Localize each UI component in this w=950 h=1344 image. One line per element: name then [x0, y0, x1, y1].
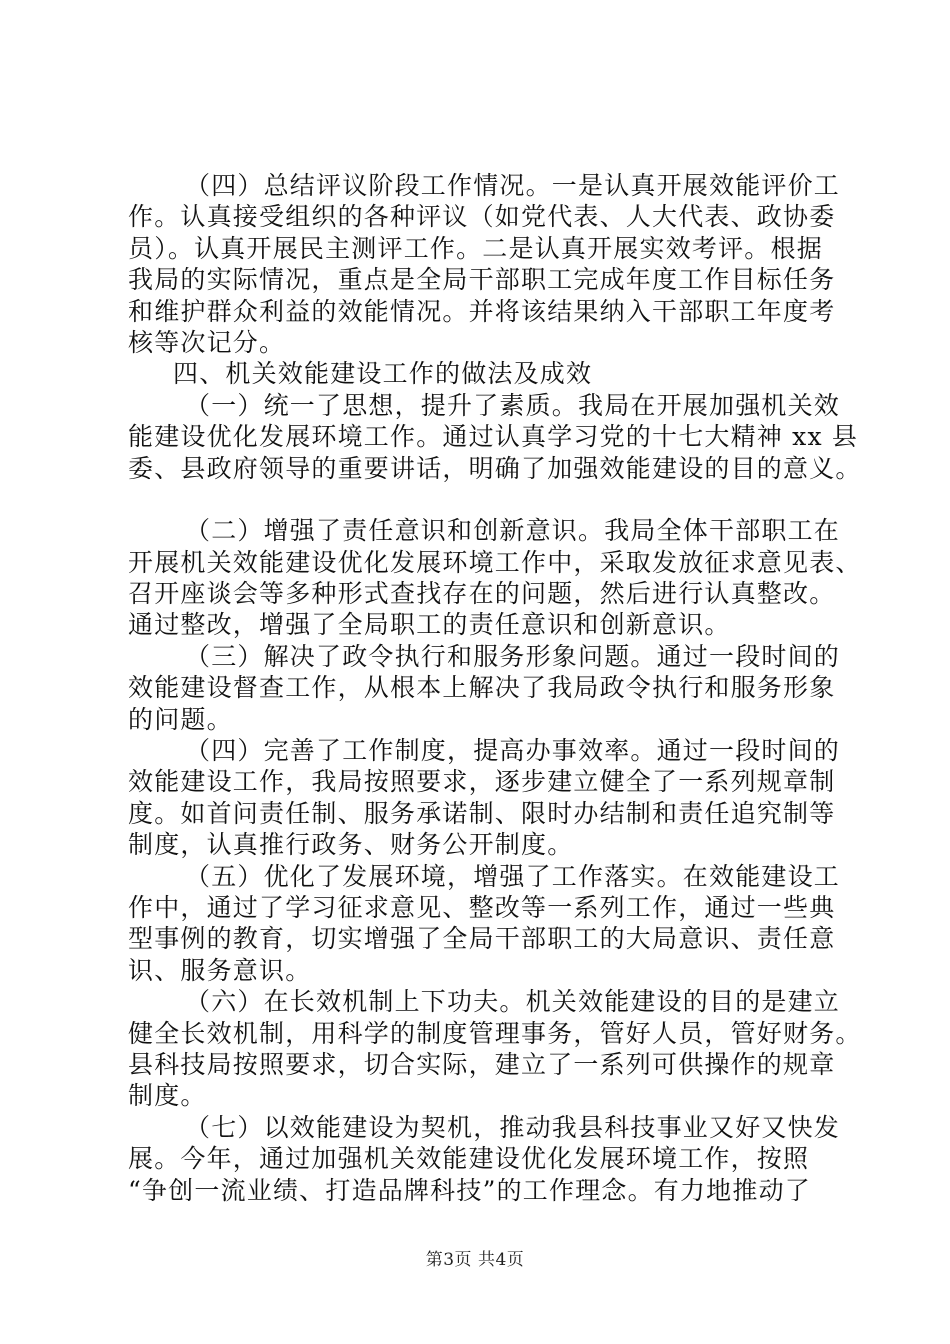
- paragraph-line: 识、服务意识。: [128, 955, 312, 985]
- paragraph-line: 开展机关效能建设优化发展环境工作中，采取发放征求意见表、: [128, 547, 862, 577]
- paragraph-line: 核等次记分。: [128, 327, 286, 357]
- document-body: [128, 170, 862, 1206]
- paragraph-line: （五）优化了发展环境，增强了工作落实。在效能建设工: [185, 861, 841, 891]
- page-number-label: 第3页 共4页: [425, 1250, 525, 1270]
- section-heading: 四、机关效能建设工作的做法及成效: [173, 359, 593, 389]
- paragraph-line: 型事例的教育，切实增强了全局干部职工的大局意识、责任意: [128, 924, 836, 954]
- paragraph-line: 委、县政府领导的重要讲话，明确了加强效能建设的目的意义。: [128, 453, 862, 483]
- page-footer: [0, 1245, 950, 1270]
- paragraph-line: （六）在长效机制上下功夫。机关效能建设的目的是建立: [185, 987, 841, 1017]
- paragraph-line: 制度。: [128, 1081, 207, 1111]
- paragraph-line: 效能建设工作，我局按照要求，逐步建立健全了一系列规章制: [128, 767, 836, 797]
- paragraph-line: 员）。认真开展民主测评工作。二是认真开展实效考评。根据: [128, 233, 823, 263]
- paragraph-line: 能建设优化发展环境工作。通过认真学习党的十七大精神 xx 县: [128, 422, 859, 452]
- paragraph-line: 通过整改，增强了全局职工的责任意识和创新意识。: [128, 610, 731, 640]
- paragraph-line: 度。如首问责任制、服务承诺制、限时办结制和责任追究制等: [128, 798, 836, 828]
- paragraph-line: 的问题。: [128, 704, 233, 734]
- paragraph-line: 召开座谈会等多种形式查找存在的问题，然后进行认真整改。: [128, 579, 836, 609]
- paragraph-line: （一）统一了思想，提升了素质。我局在开展加强机关效: [185, 390, 841, 420]
- paragraph-line: 和维护群众利益的效能情况。并将该结果纳入干部职工年度考: [128, 296, 836, 326]
- paragraph-gap: [128, 484, 840, 515]
- paragraph-line: “争创一流业绩、打造品牌科技”的工作理念。有力地推动了: [128, 1175, 811, 1205]
- paragraph-line: 作。认真接受组织的各种评议（如党代表、人大代表、政协委: [128, 202, 836, 232]
- paragraph-line: （七）以效能建设为契机，推动我县科技事业又好又快发: [185, 1112, 841, 1142]
- paragraph-line: （四）总结评议阶段工作情况。一是认真开展效能评价工: [185, 171, 841, 200]
- paragraph-line: 效能建设督查工作，从根本上解决了我局政令执行和服务形象: [128, 673, 836, 703]
- paragraph-line: （三）解决了政令执行和服务形象问题。通过一段时间的: [185, 641, 841, 671]
- paragraph-line: 制度，认真推行政务、财务公开制度。: [128, 830, 574, 860]
- paragraph-line: 健全长效机制，用科学的制度管理事务，管好人员，管好财务。: [128, 1018, 862, 1048]
- paragraph-line: （四）完善了工作制度，提高办事效率。通过一段时间的: [185, 736, 841, 766]
- paragraph-line: （二）增强了责任意识和创新意识。我局全体干部职工在: [185, 516, 841, 546]
- paragraph-line: 作中，通过了学习征求意见、整改等一系列工作，通过一些典: [128, 892, 836, 922]
- paragraph-line: 县科技局按照要求，切合实际，建立了一系列可供操作的规章: [128, 1049, 836, 1079]
- paragraph-line: 展。今年，通过加强机关效能建设优化发展环境工作，按照: [128, 1144, 810, 1174]
- paragraph-line: 我局的实际情况，重点是全局干部职工完成年度工作目标任务: [128, 265, 836, 295]
